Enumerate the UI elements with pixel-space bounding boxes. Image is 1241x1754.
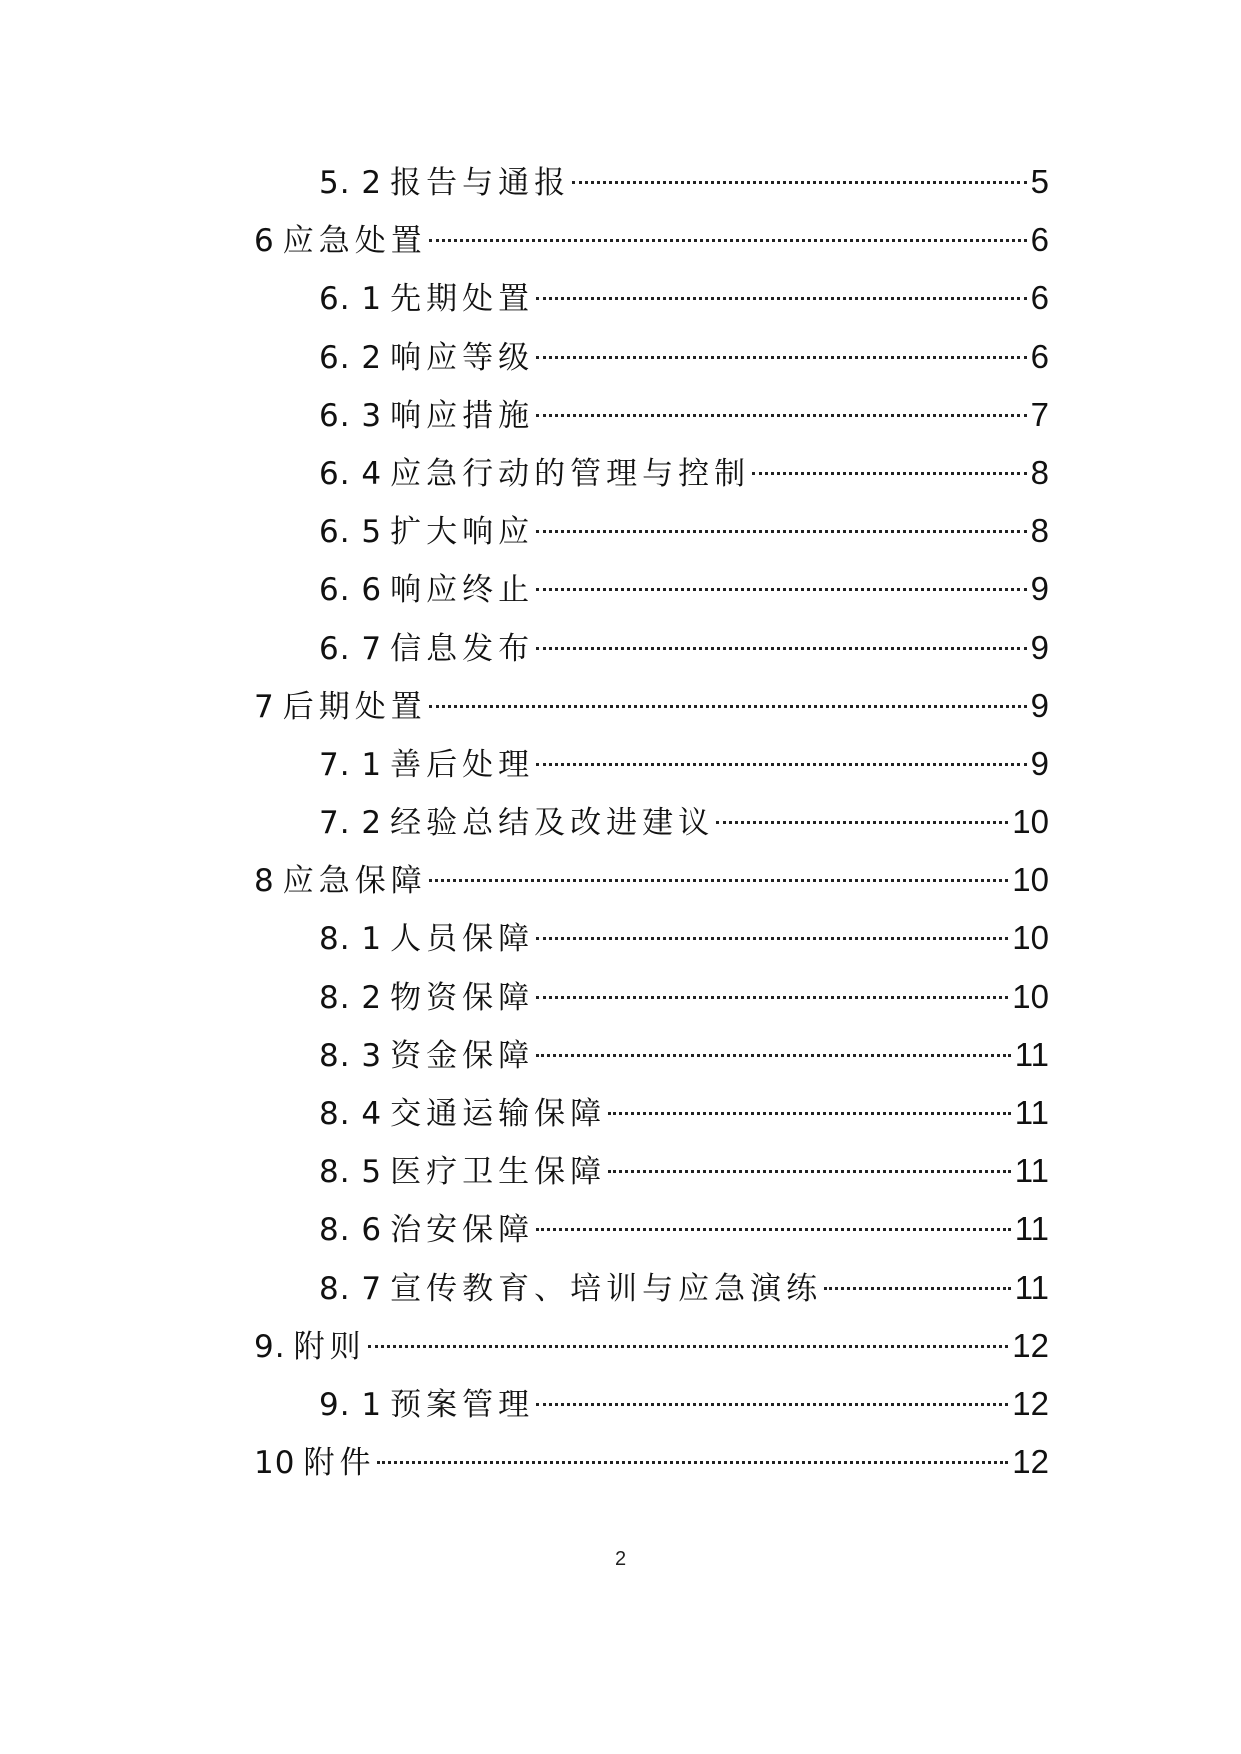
toc-entry-page: 9	[1030, 744, 1049, 782]
toc-entry-number: 8	[254, 863, 275, 900]
toc-entry-number: 10	[254, 1445, 296, 1482]
dot-leader	[536, 530, 1026, 533]
toc-entry-page: 11	[1014, 1152, 1049, 1190]
toc-entry-page: 7	[1030, 395, 1049, 433]
dot-leader	[536, 588, 1026, 591]
toc-entry-title	[319, 1143, 606, 1201]
dot-leader	[429, 879, 1009, 882]
toc-entry-text: 附件	[303, 1445, 376, 1482]
toc-entry-text: 交通运输保障	[390, 1096, 607, 1132]
toc-entry-number: 8. 7	[319, 1270, 383, 1307]
toc-entry-page: 6	[1030, 279, 1049, 317]
toc-entry[interactable]	[254, 560, 1049, 618]
toc-entry-page: 11	[1014, 1094, 1049, 1131]
toc-entry-number: 7. 2	[319, 805, 383, 842]
toc-entry-page: 9	[1030, 570, 1049, 608]
toc-entry-title	[319, 969, 534, 1027]
toc-entry-text: 经验总结及改进建议	[390, 805, 715, 842]
toc-entry-text: 响应措施	[390, 397, 535, 434]
toc-entry-page: 10	[1012, 977, 1049, 1015]
toc-entry-text: 后期处置	[282, 688, 427, 725]
toc-entry[interactable]	[254, 793, 1049, 851]
toc-entry-page: 11	[1014, 1210, 1049, 1248]
toc-entry[interactable]	[254, 851, 1049, 909]
page-number: 2	[614, 1548, 627, 1570]
toc-entry[interactable]	[254, 211, 1049, 269]
toc-entry-page: 9	[1030, 686, 1049, 724]
toc-entry-title	[319, 736, 534, 794]
table-of-contents	[254, 153, 1049, 1491]
toc-entry-number: 8. 6	[319, 1212, 383, 1249]
dot-leader	[536, 414, 1026, 417]
dot-leader	[536, 297, 1026, 300]
toc-entry-number: 8. 5	[319, 1154, 383, 1191]
toc-entry[interactable]	[254, 909, 1049, 967]
toc-entry[interactable]	[254, 502, 1049, 560]
toc-entry-number: 9.	[254, 1328, 286, 1365]
toc-entry-title	[254, 852, 427, 910]
toc-entry-title	[319, 1376, 534, 1434]
toc-entry[interactable]	[254, 1375, 1049, 1433]
toc-entry-title	[319, 1027, 534, 1085]
toc-entry[interactable]	[254, 1259, 1049, 1317]
toc-entry-text: 扩大响应	[390, 514, 535, 551]
toc-entry-page: 12	[1012, 1443, 1049, 1481]
toc-entry-text: 医疗卫生保障	[390, 1154, 607, 1191]
toc-entry-text: 应急行动的管理与控制	[390, 455, 751, 492]
toc-entry-number: 8. 1	[319, 921, 383, 958]
dot-leader	[608, 1170, 1011, 1173]
dot-leader	[377, 1461, 1008, 1464]
toc-entry-page: 6	[1030, 337, 1049, 375]
dot-leader	[429, 705, 1027, 708]
dot-leader	[608, 1112, 1011, 1115]
toc-entry-text: 资金保障	[390, 1037, 535, 1074]
toc-entry-text: 先期处置	[390, 281, 535, 318]
toc-entry-number: 6. 4	[319, 455, 383, 492]
toc-entry-page: 5	[1030, 163, 1049, 200]
toc-entry-title	[319, 910, 534, 968]
toc-entry-title	[319, 329, 534, 387]
toc-entry-number: 6. 3	[319, 397, 383, 434]
toc-entry-page: 8	[1030, 512, 1049, 550]
dot-leader	[429, 239, 1027, 242]
toc-entry-page: 12	[1012, 1326, 1049, 1364]
toc-entry[interactable]	[254, 735, 1049, 793]
toc-entry-text: 预案管理	[390, 1386, 535, 1423]
toc-entry[interactable]	[254, 1317, 1049, 1375]
toc-entry-title	[254, 212, 427, 270]
toc-entry-text: 应急保障	[282, 863, 427, 900]
toc-entry-page: 6	[1030, 221, 1049, 259]
dot-leader	[752, 472, 1026, 475]
toc-entry-number: 6. 6	[319, 572, 383, 609]
toc-entry[interactable]	[254, 677, 1049, 735]
dot-leader	[536, 763, 1026, 766]
toc-entry[interactable]	[254, 1142, 1049, 1200]
toc-entry-title	[319, 270, 534, 328]
toc-entry-number: 9. 1	[319, 1386, 383, 1423]
toc-entry-text: 宣传教育、培训与应急演练	[390, 1270, 823, 1307]
dot-leader	[536, 996, 1008, 999]
toc-entry-text: 附则	[293, 1328, 366, 1365]
toc-entry-number: 6. 5	[319, 514, 383, 551]
toc-entry-text: 物资保障	[390, 979, 535, 1016]
dot-leader	[824, 1287, 1011, 1290]
toc-entry[interactable]	[254, 1084, 1049, 1142]
dot-leader	[536, 937, 1008, 940]
toc-entry-page: 8	[1030, 453, 1049, 491]
toc-entry-number: 8. 2	[319, 979, 383, 1016]
toc-entry-text: 善后处理	[390, 746, 535, 783]
toc-entry-text: 应急处置	[282, 223, 427, 260]
toc-entry-number: 5. 2	[319, 165, 383, 201]
dot-leader	[368, 1345, 1009, 1348]
toc-entry-number: 8. 4	[319, 1096, 383, 1132]
toc-entry-page: 10	[1012, 861, 1049, 899]
toc-entry-page: 11	[1014, 1035, 1049, 1073]
toc-entry-number: 6	[254, 223, 275, 260]
toc-entry[interactable]	[254, 386, 1049, 444]
toc-entry-title	[254, 1318, 366, 1376]
dot-leader	[572, 181, 1026, 184]
toc-entry-number: 8. 3	[319, 1037, 383, 1074]
toc-entry[interactable]	[254, 1200, 1049, 1258]
dot-leader	[536, 1403, 1008, 1406]
toc-entry-title	[319, 794, 714, 852]
toc-entry-title	[319, 154, 570, 212]
toc-entry[interactable]	[254, 444, 1049, 502]
toc-entry-text: 响应等级	[390, 339, 535, 376]
toc-entry[interactable]	[254, 269, 1049, 327]
toc-entry[interactable]	[254, 1026, 1049, 1084]
toc-entry-title	[254, 678, 427, 736]
toc-entry-title	[319, 620, 534, 678]
toc-entry-title	[319, 503, 534, 561]
toc-entry-page: 10	[1012, 919, 1049, 957]
toc-entry-number: 7. 1	[319, 746, 383, 783]
toc-entry-title	[319, 445, 750, 503]
toc-entry[interactable]	[254, 968, 1049, 1026]
toc-entry-text: 响应终止	[390, 572, 535, 609]
toc-entry-text: 信息发布	[390, 630, 535, 667]
toc-entry[interactable]	[254, 153, 1049, 211]
toc-entry-number: 6. 7	[319, 630, 383, 667]
dot-leader	[716, 821, 1008, 824]
toc-entry-page: 10	[1012, 803, 1049, 841]
dot-leader	[536, 647, 1026, 650]
toc-entry-number: 7	[254, 688, 275, 725]
toc-entry-page: 12	[1012, 1384, 1049, 1422]
toc-entry-text: 人员保障	[390, 921, 535, 958]
toc-entry[interactable]	[254, 1433, 1049, 1491]
toc-entry-page: 11	[1014, 1268, 1049, 1306]
dot-leader	[536, 1054, 1011, 1057]
toc-entry-title	[319, 1085, 606, 1143]
toc-entry[interactable]	[254, 328, 1049, 386]
toc-entry-title	[319, 561, 534, 619]
toc-entry-title	[319, 387, 534, 445]
toc-entry-number: 6. 1	[319, 281, 383, 318]
toc-entry-page: 9	[1030, 628, 1049, 666]
toc-entry-title	[319, 1260, 822, 1318]
dot-leader	[536, 356, 1026, 359]
toc-entry-number: 6. 2	[319, 339, 383, 376]
toc-entry-text: 报告与通报	[390, 165, 571, 201]
toc-entry[interactable]	[254, 619, 1049, 677]
toc-entry-title	[319, 1201, 534, 1259]
toc-entry-title	[254, 1434, 375, 1492]
toc-entry-text: 治安保障	[390, 1212, 535, 1249]
dot-leader	[536, 1228, 1011, 1231]
